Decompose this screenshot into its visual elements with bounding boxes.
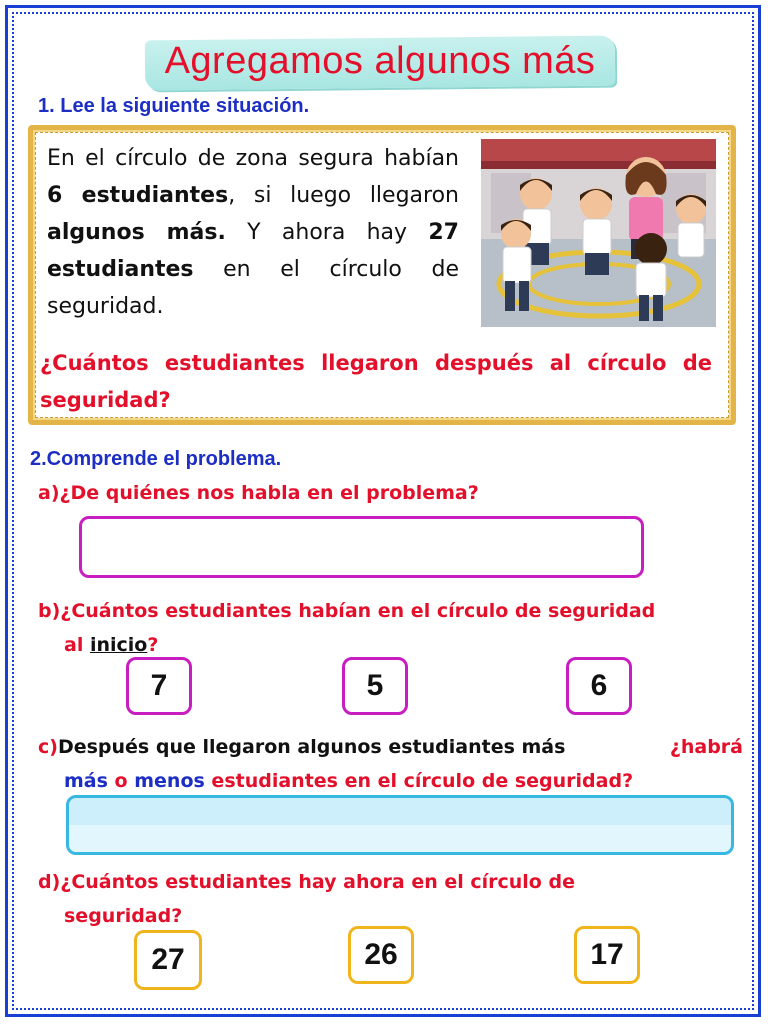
- story-text-2: , si luego llegaron: [228, 183, 459, 208]
- question-c-word-less: menos: [134, 770, 205, 792]
- option-b-1[interactable]: 7: [126, 657, 192, 715]
- page-title: Agregamos algunos más: [164, 40, 596, 82]
- children-illustration: [481, 139, 716, 327]
- children-in-circle-image: [481, 139, 716, 327]
- option-b-3[interactable]: 6: [566, 657, 632, 715]
- story-text-1: En el círculo de zona segura habían: [47, 146, 459, 171]
- question-c-text-2: ¿habrá: [669, 736, 743, 758]
- question-d-text: ¿Cuántos estudiantes hay ahora en el círculo de: [60, 871, 575, 893]
- story-text-4: en el círculo de seguridad.: [47, 257, 459, 319]
- question-c-or: o: [107, 770, 135, 792]
- question-d-letter: d): [38, 871, 61, 893]
- step-1-heading: 1. Lee la siguiente situación.: [38, 95, 310, 117]
- option-d-3[interactable]: 17: [574, 926, 640, 984]
- answer-box-c[interactable]: [66, 795, 734, 855]
- option-b-2[interactable]: 5: [342, 657, 408, 715]
- answer-box-a[interactable]: [79, 516, 644, 578]
- step-2-heading: 2.Comprende el problema.: [30, 448, 282, 470]
- question-c-text-1: Después que llegaron algunos estudiantes más: [57, 736, 566, 758]
- question-b-letter: b): [38, 600, 61, 622]
- question-d: [38, 865, 743, 933]
- option-d-1[interactable]: 27: [134, 930, 202, 990]
- question-a-text: ¿De quiénes nos habla en el problema?: [59, 482, 479, 504]
- question-b: [38, 594, 743, 662]
- story-bold-1: 6 estudiantes: [47, 183, 229, 208]
- question-c-word-more: más: [64, 770, 108, 792]
- question-b-mark: ?: [147, 634, 159, 656]
- story-text-3: Y ahora hay: [225, 220, 429, 245]
- question-a: [38, 482, 479, 504]
- story-bold-3: 27 estudiantes: [47, 220, 459, 282]
- question-c-text-3: estudiantes en el círculo de seguridad?: [204, 770, 634, 792]
- option-d-2[interactable]: 26: [348, 926, 414, 984]
- question-b-text-2: al: [64, 634, 90, 656]
- main-question: ¿Cuántos estudiantes llegaron después al círculo de seguridad?: [40, 351, 712, 412]
- question-d-text-2: seguridad?: [64, 905, 183, 927]
- question-c-letter: c): [38, 736, 58, 758]
- question-a-letter: a): [38, 482, 60, 504]
- situation-text: [47, 140, 459, 325]
- question-b-underlined-word: inicio: [89, 634, 148, 656]
- question-b-text: ¿Cuántos estudiantes habían en el círculo de seguridad: [60, 600, 656, 622]
- story-bold-2: algunos más.: [47, 220, 226, 245]
- question-c: [38, 730, 743, 798]
